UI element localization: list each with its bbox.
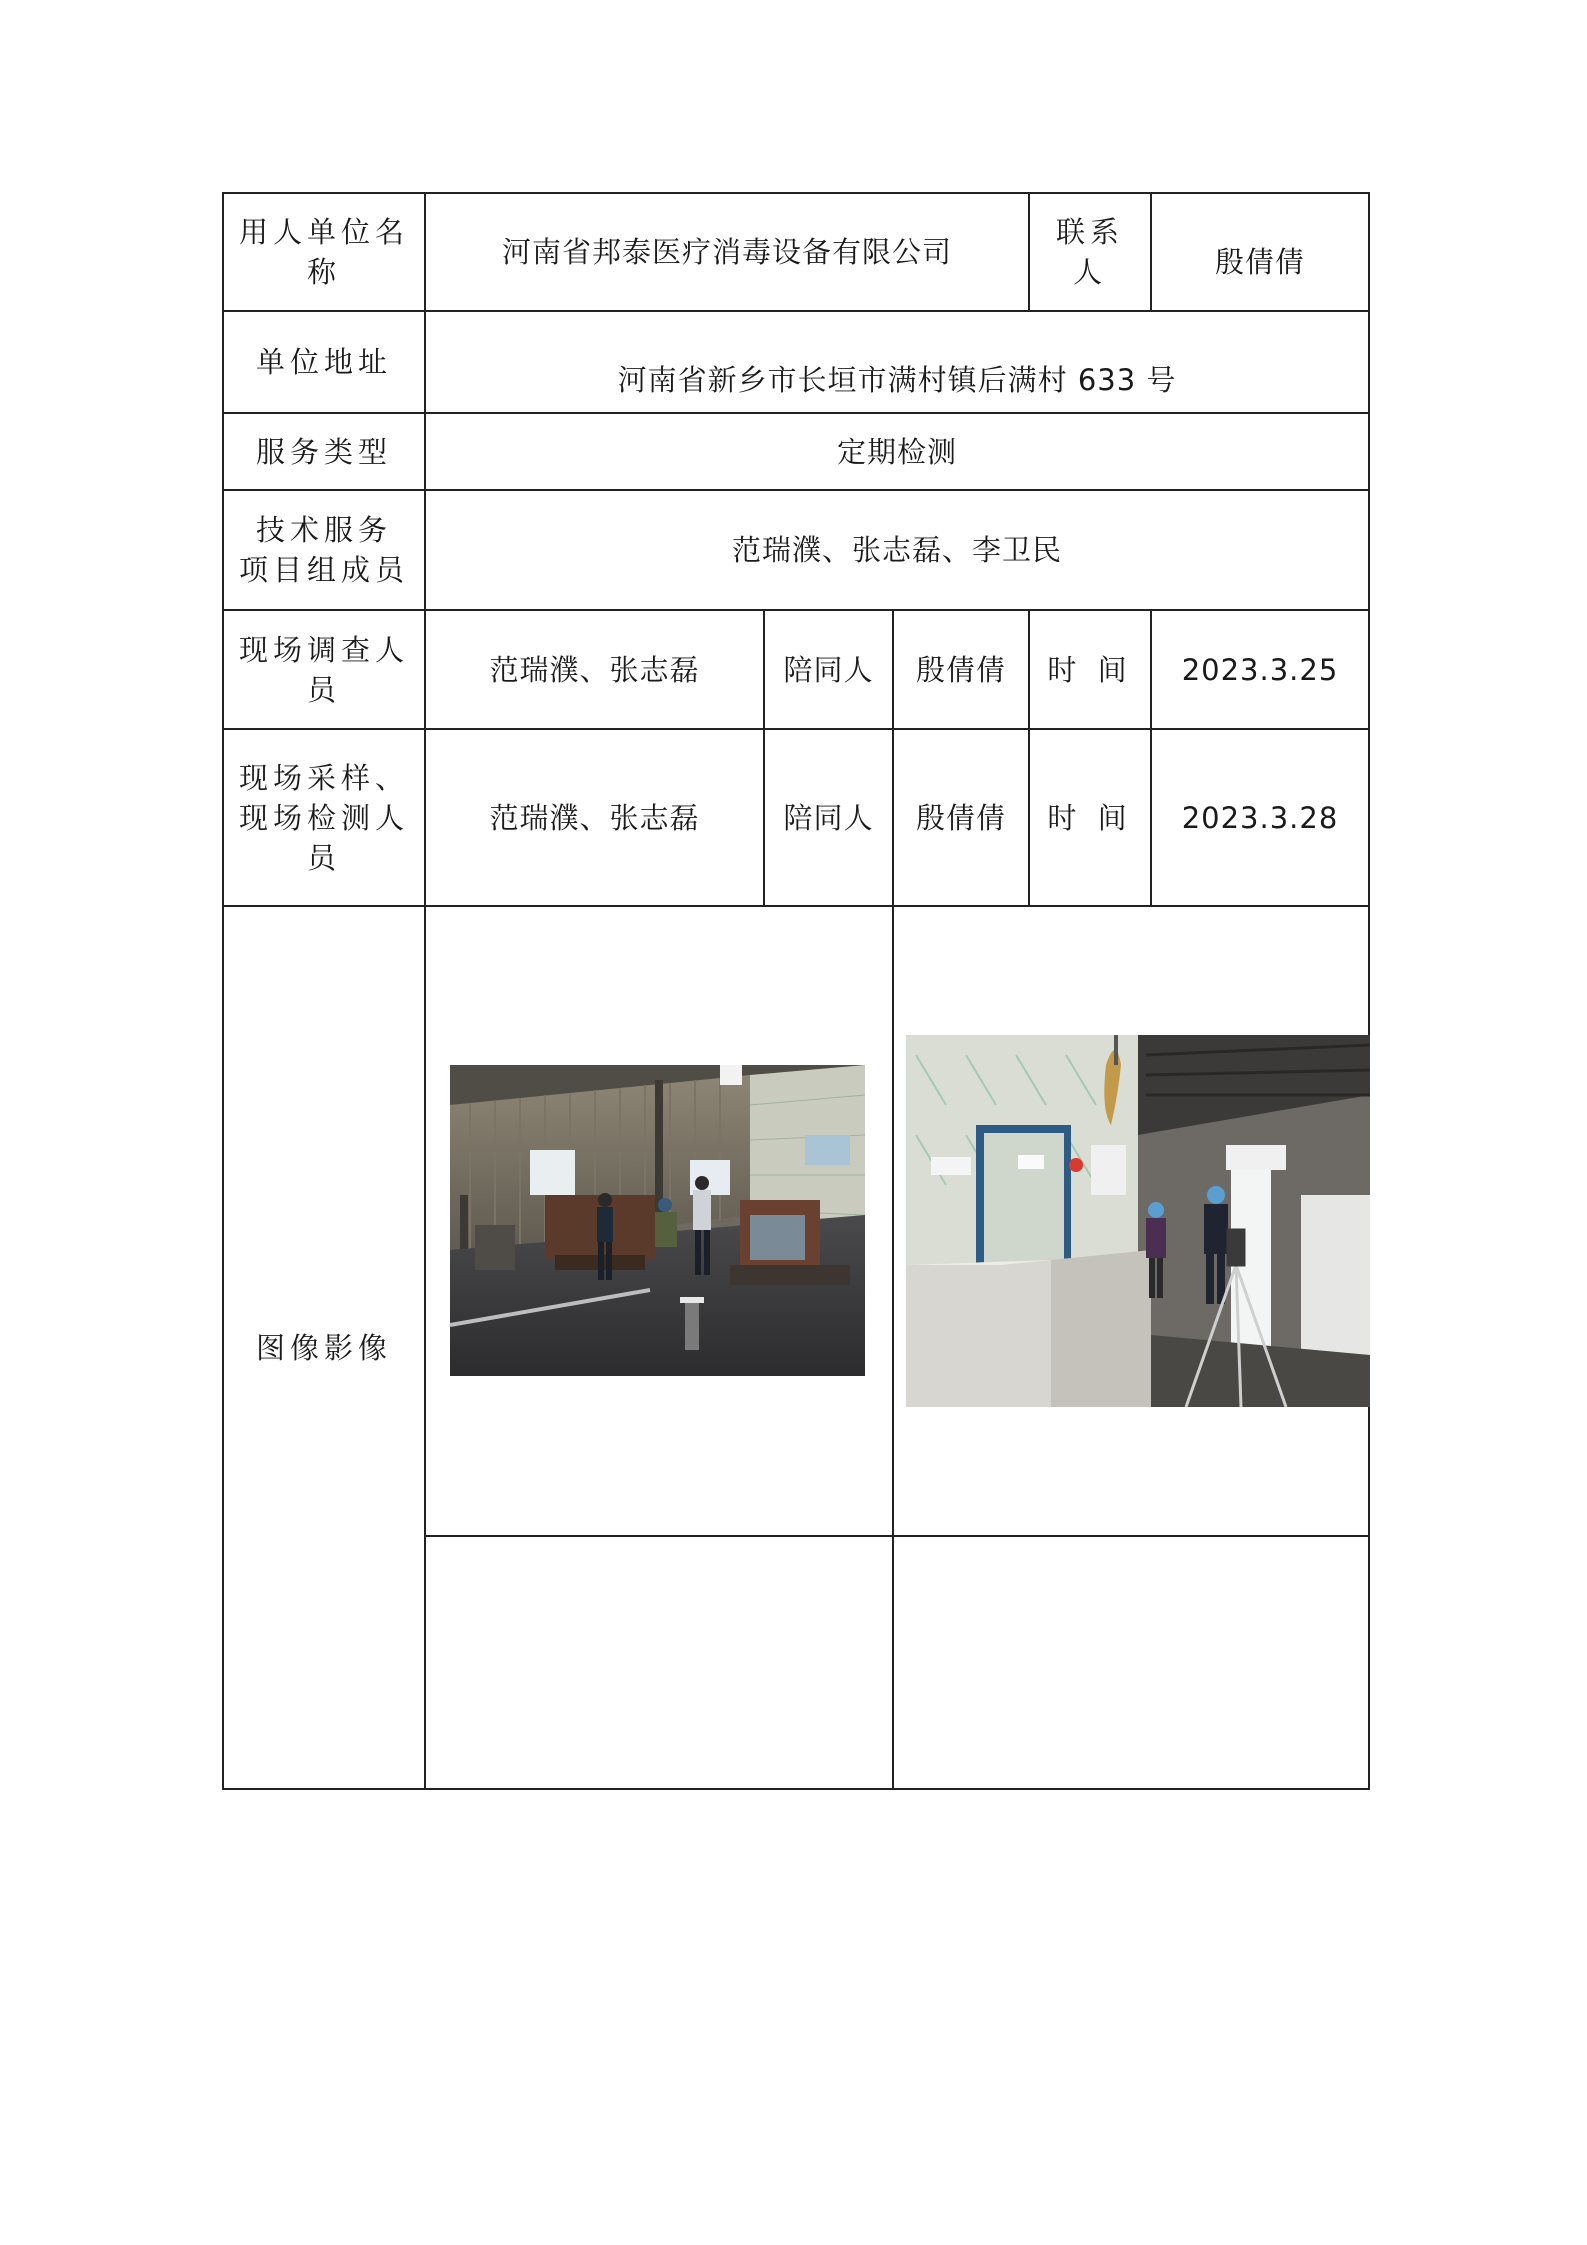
field-sampling-photo-drawing [906, 1035, 1370, 1407]
sampling-staff-value: 范瑞濮、张志磊 [489, 800, 700, 835]
unit-name-value: 河南省邦泰医疗消毒设备有限公司 [501, 235, 952, 269]
sampling-escort-value: 殷倩倩 [915, 800, 1006, 835]
unit-name-label-line1: 用人单位名 [238, 215, 409, 249]
grid-line [1368, 192, 1370, 1790]
team-label-line1: 技术服务 [255, 513, 392, 547]
sampling-label-line3: 员 [306, 840, 341, 875]
team-label-line2: 项目组成员 [238, 553, 409, 587]
service-record-form [222, 192, 1370, 1790]
sampling-label-line1: 现场采样、 [238, 760, 409, 795]
survey-time-label: 时 间 [1047, 652, 1133, 687]
address-value: 河南省新乡市长垣市满村镇后满村 633 号 [617, 363, 1177, 397]
field-sampling-photo [906, 1035, 1370, 1407]
service-type-label: 服务类型 [255, 434, 392, 469]
grid-line [222, 1788, 1370, 1790]
survey-staff-value: 范瑞濮、张志磊 [489, 652, 700, 687]
grid-line [424, 1535, 1370, 1537]
team-label [224, 491, 424, 609]
sampling-staff-label [224, 730, 424, 905]
unit-name-label [224, 194, 424, 310]
unit-name-label-line2: 称 [306, 255, 341, 289]
team-members-value: 范瑞濮、张志磊、李卫民 [731, 533, 1062, 567]
survey-label-line2: 员 [306, 672, 341, 707]
images-label: 图像影像 [255, 1330, 392, 1365]
workshop-survey-photo [450, 1065, 865, 1376]
sampling-label-line2: 现场检测人 [238, 800, 409, 835]
workshop-survey-photo-drawing [450, 1065, 865, 1376]
survey-escort-value: 殷倩倩 [915, 652, 1006, 687]
contact-label [1030, 194, 1150, 310]
survey-escort-label: 陪同人 [783, 652, 874, 687]
contact-label-line2: 人 [1072, 255, 1107, 289]
contact-label-line1: 联系 [1055, 215, 1124, 249]
survey-time-value: 2023.3.25 [1181, 652, 1339, 687]
sampling-escort-label: 陪同人 [783, 800, 874, 835]
survey-label-line1: 现场调查人 [238, 632, 409, 667]
sampling-time-label: 时 间 [1047, 800, 1133, 835]
service-type-value: 定期检测 [836, 434, 957, 469]
contact-value: 殷倩倩 [1214, 245, 1305, 279]
sampling-time-value: 2023.3.28 [1181, 800, 1339, 835]
survey-staff-label [224, 611, 424, 728]
address-label: 单位地址 [255, 345, 392, 379]
